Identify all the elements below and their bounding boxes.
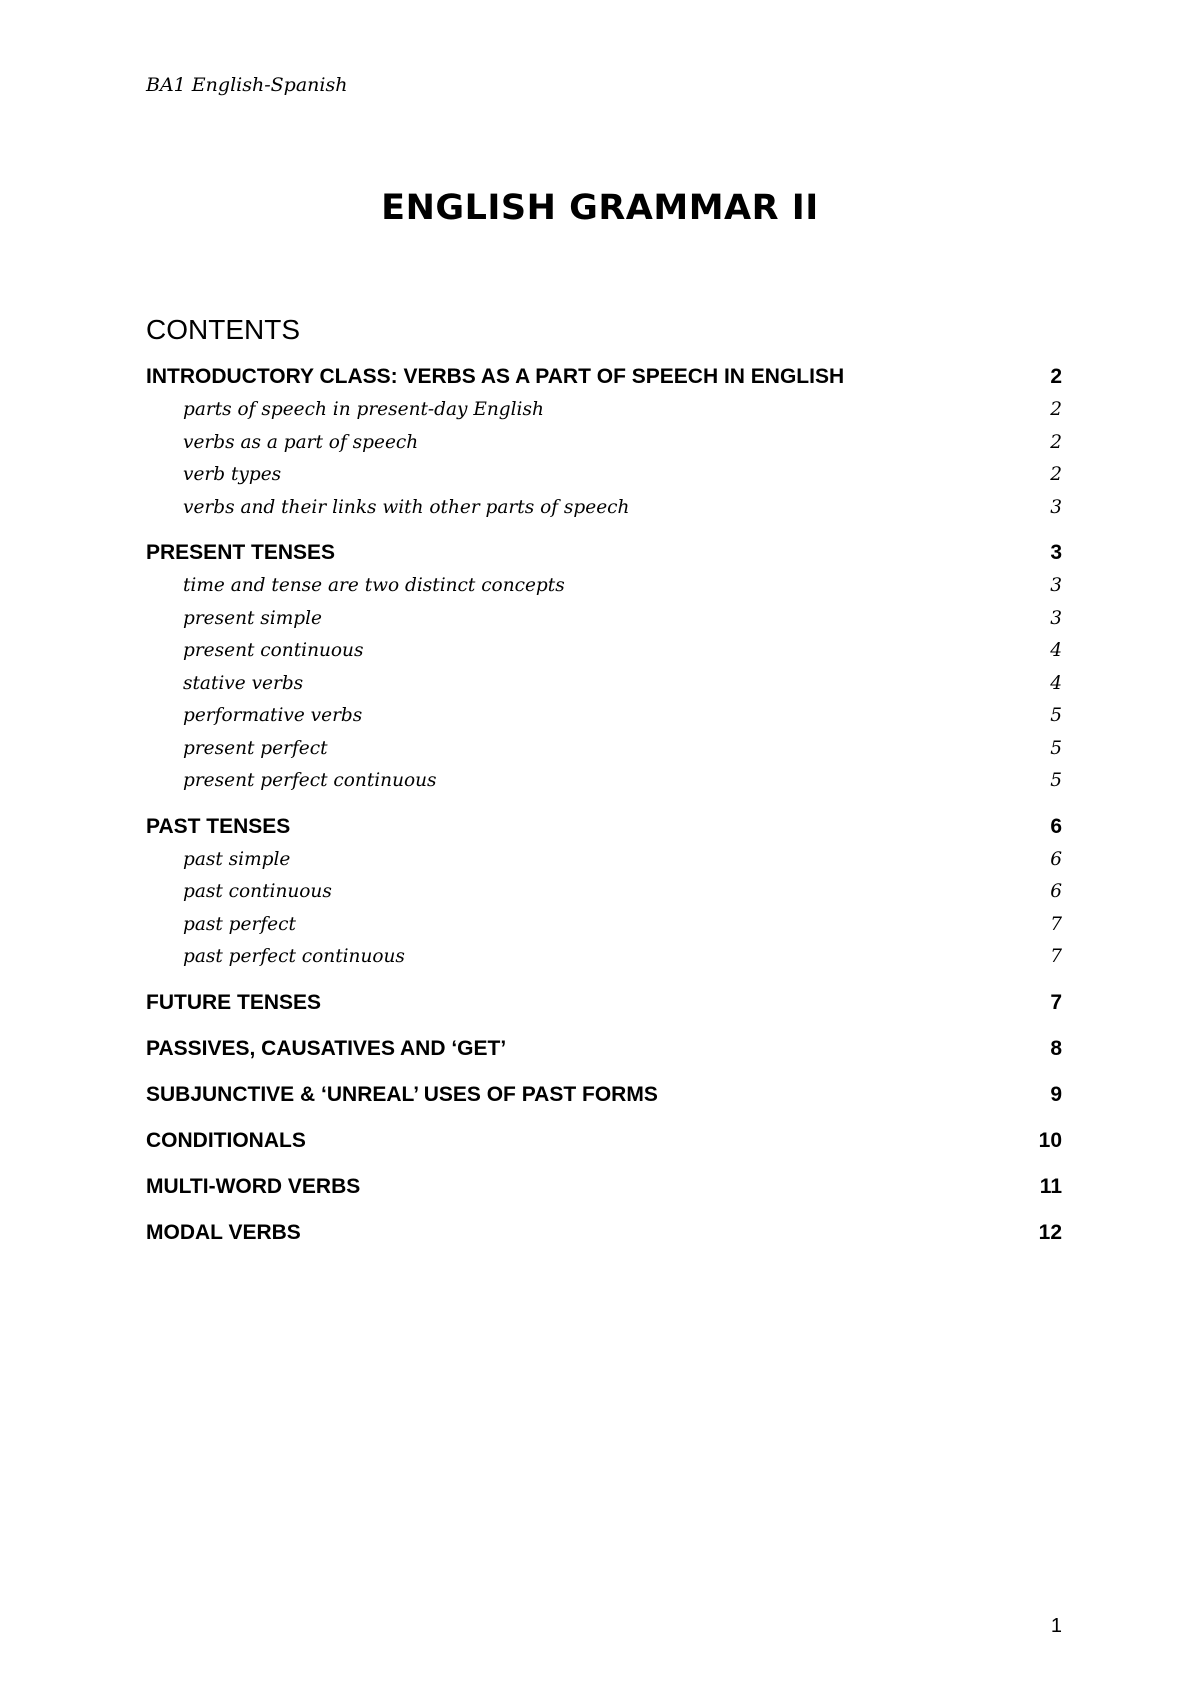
toc-subentry-page: 7 — [1050, 946, 1062, 967]
toc-entry[interactable] — [146, 1170, 1062, 1204]
toc-entry-page: 8 — [1050, 1036, 1062, 1060]
toc-subentry-title: stative verbs — [183, 672, 304, 694]
toc-entry-page: 6 — [1050, 814, 1062, 838]
toc-subentry[interactable] — [146, 570, 1062, 603]
toc-subentry[interactable] — [146, 844, 1062, 877]
toc-entry[interactable] — [146, 1078, 1062, 1112]
toc-entry[interactable] — [146, 360, 1062, 394]
toc-entry-page: 9 — [1050, 1082, 1062, 1106]
toc-section — [146, 810, 1062, 974]
toc-subentry[interactable] — [146, 459, 1062, 492]
toc-subentry-page: 4 — [1050, 672, 1062, 694]
toc-subentry[interactable] — [146, 635, 1062, 668]
toc-subentry-title: past perfect continuous — [183, 946, 405, 967]
toc-section — [146, 536, 1062, 798]
toc-subentry-page: 2 — [1050, 399, 1062, 420]
toc-entry[interactable] — [146, 1124, 1062, 1158]
toc-entry[interactable] — [146, 536, 1062, 570]
toc-subentry[interactable] — [146, 668, 1062, 701]
toc-subentry[interactable] — [146, 603, 1062, 636]
toc-subentry-page: 3 — [1050, 496, 1062, 518]
page-number: 1 — [1050, 1615, 1062, 1637]
toc-subentry[interactable] — [146, 394, 1062, 427]
toc-entry-title: CONDITIONALS — [146, 1128, 306, 1152]
toc-subentry[interactable] — [146, 700, 1062, 733]
toc-section — [146, 1078, 1062, 1112]
toc-subentry-page: 2 — [1050, 431, 1062, 453]
toc-section — [146, 1032, 1062, 1066]
toc-subentry-title: past perfect — [183, 913, 296, 935]
toc-subentry-title: present continuous — [183, 640, 364, 661]
toc-subentry-title: past continuous — [183, 881, 332, 902]
toc-entry-title: PASSIVES, CAUSATIVES AND ‘GET’ — [146, 1036, 507, 1060]
table-of-contents — [146, 360, 1062, 1262]
toc-subentry[interactable] — [146, 941, 1062, 974]
toc-subentry-page: 7 — [1050, 913, 1062, 935]
toc-subentry-title: performative verbs — [183, 705, 363, 726]
toc-subentry-title: verb types — [183, 464, 282, 485]
toc-subentry-page: 4 — [1050, 640, 1062, 661]
toc-entry-title: MULTI-WORD VERBS — [146, 1174, 361, 1198]
toc-entry[interactable] — [146, 1216, 1062, 1250]
toc-subentry-title: past simple — [183, 848, 291, 870]
running-header: BA1 English-Spanish — [146, 74, 348, 96]
toc-entry-page: 12 — [1038, 1220, 1062, 1244]
toc-subentry-page: 6 — [1050, 881, 1062, 902]
toc-subentry[interactable] — [146, 733, 1062, 766]
toc-subentry-page: 2 — [1050, 464, 1062, 485]
toc-entry[interactable] — [146, 986, 1062, 1020]
toc-entry-page: 11 — [1039, 1174, 1062, 1198]
toc-section — [146, 1124, 1062, 1158]
toc-subentry[interactable] — [146, 492, 1062, 525]
toc-section — [146, 986, 1062, 1020]
toc-entry[interactable] — [146, 810, 1062, 844]
toc-subentry[interactable] — [146, 909, 1062, 942]
toc-subentry[interactable] — [146, 427, 1062, 460]
toc-subentry-page: 6 — [1050, 848, 1062, 870]
toc-subentry-title: verbs as a part of speech — [183, 431, 419, 453]
toc-section — [146, 1216, 1062, 1250]
toc-subentry-page: 5 — [1050, 705, 1062, 726]
toc-entry-title: INTRODUCTORY CLASS: VERBS AS A PART OF SPEECH IN ENGLISH — [146, 365, 845, 388]
toc-entry-page: 10 — [1038, 1128, 1062, 1152]
toc-section — [146, 1170, 1062, 1204]
toc-subentry-title: present perfect continuous — [183, 770, 437, 791]
toc-subentry-title: verbs and their links with other parts of speech — [183, 496, 630, 518]
toc-subentry-page: 5 — [1050, 770, 1062, 791]
document-title: ENGLISH GRAMMAR II — [381, 188, 819, 228]
contents-heading: CONTENTS — [146, 314, 300, 345]
toc-subentry-title: present simple — [183, 607, 322, 629]
toc-subentry-page: 3 — [1050, 607, 1062, 629]
toc-subentry-title: time and tense are two distinct concepts — [183, 575, 565, 596]
toc-entry-title: PRESENT TENSES — [146, 541, 336, 564]
toc-entry-title: PAST TENSES — [146, 814, 291, 838]
toc-entry-title: MODAL VERBS — [146, 1220, 301, 1244]
toc-subentry-page: 3 — [1050, 575, 1062, 596]
toc-entry[interactable] — [146, 1032, 1062, 1066]
toc-subentry-title: parts of speech in present-day English — [183, 399, 544, 420]
toc-section — [146, 360, 1062, 524]
toc-entry-page: 3 — [1050, 541, 1062, 564]
toc-subentry[interactable] — [146, 765, 1062, 798]
toc-entry-page: 2 — [1050, 365, 1062, 388]
toc-subentry[interactable] — [146, 876, 1062, 909]
toc-entry-page: 7 — [1050, 990, 1062, 1014]
toc-subentry-page: 5 — [1050, 737, 1062, 759]
toc-entry-title: SUBJUNCTIVE & ‘UNREAL’ USES OF PAST FORMS — [146, 1082, 658, 1106]
toc-subentry-title: present perfect — [183, 737, 328, 759]
toc-entry-title: FUTURE TENSES — [146, 990, 322, 1014]
